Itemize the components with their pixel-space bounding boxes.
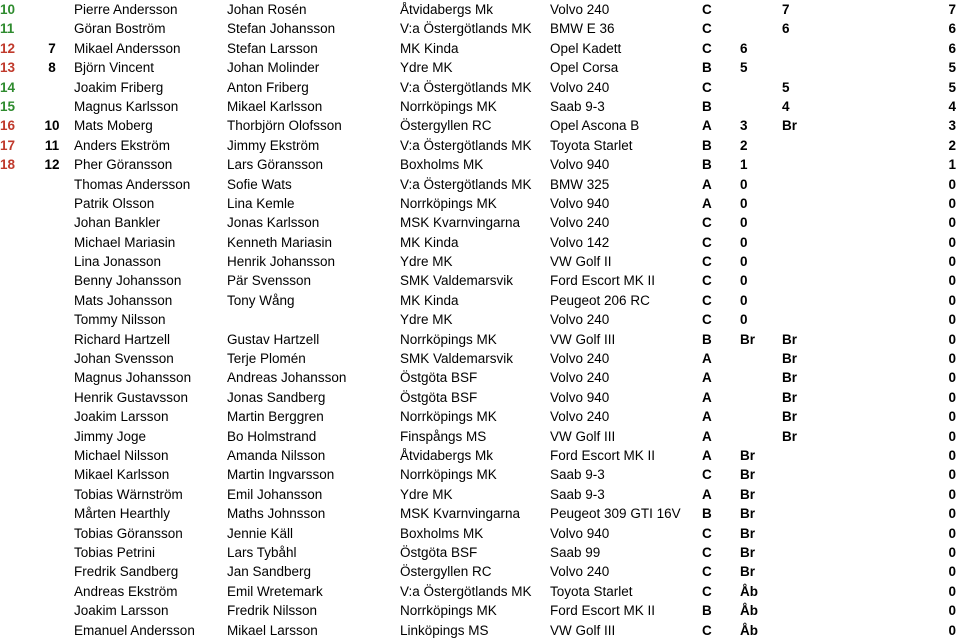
result-col-2-cell: Br [782, 409, 798, 425]
table-row [0, 601, 960, 620]
driver-cell: Tobias Göransson [74, 525, 183, 541]
result-col-2-cell: 6 [782, 21, 790, 37]
club-cell: Boxholms MK [400, 157, 484, 173]
class-cell: C [702, 40, 712, 56]
class-cell: B [702, 157, 712, 173]
car-cell: Ford Escort MK II [550, 273, 656, 289]
table-row [0, 543, 960, 562]
result-col-1-cell: 0 [740, 312, 748, 328]
car-cell: Volvo 940 [550, 157, 610, 173]
position-cell: 11 [0, 21, 15, 37]
class-cell: C [702, 79, 712, 95]
car-cell: Volvo 240 [550, 564, 610, 580]
driver-cell: Lina Jonasson [74, 254, 162, 270]
car-cell: Volvo 240 [550, 79, 610, 95]
club-cell: Östgöta BSF [400, 389, 478, 405]
codriver-cell: Emil Johansson [227, 486, 323, 502]
table-row [0, 330, 960, 349]
class-cell: C [702, 312, 712, 328]
codriver-cell: Bo Holmstrand [227, 428, 317, 444]
car-cell: Opel Corsa [550, 60, 619, 76]
table-row [0, 213, 960, 232]
codriver-cell: Thorbjörn Olofsson [227, 118, 342, 134]
result-col-2-cell: 4 [782, 98, 790, 114]
class-cell: C [702, 467, 712, 483]
class-cell: C [702, 622, 712, 638]
points-cell: 0 [948, 583, 956, 599]
table-row [0, 582, 960, 601]
car-cell: BMW 325 [550, 176, 610, 192]
club-cell: MSK Kvarnvingarna [400, 215, 521, 231]
table-row [0, 562, 960, 581]
driver-cell: Joakim Friberg [74, 79, 164, 95]
class-cell: C [702, 234, 712, 250]
points-cell: 0 [948, 467, 956, 483]
points-cell: 0 [948, 370, 956, 386]
table-row [0, 58, 960, 77]
club-cell: Östgöta BSF [400, 544, 478, 560]
codriver-cell: Gustav Hartzell [227, 331, 320, 347]
car-cell: Volvo 240 [550, 2, 610, 17]
result-col-1-cell: Br [740, 447, 756, 463]
codriver-cell: Kenneth Mariasin [227, 234, 333, 250]
class-cell: A [702, 351, 712, 367]
result-col-2-cell: Br [782, 428, 798, 444]
class-cell: C [702, 583, 712, 599]
driver-cell: Tobias Petrini [74, 544, 156, 560]
driver-cell: Göran Boström [74, 21, 166, 37]
table-row [0, 388, 960, 407]
club-cell: Linköpings MS [400, 622, 489, 638]
points-cell: 0 [948, 564, 956, 580]
table-row [0, 310, 960, 329]
table-row [0, 0, 960, 19]
table-row [0, 368, 960, 387]
table-row [0, 252, 960, 271]
start-number-cell: 12 [44, 157, 60, 173]
points-cell: 6 [948, 40, 956, 56]
club-cell: Norrköpings MK [400, 409, 497, 425]
points-cell: 7 [948, 2, 956, 17]
position-cell: 12 [0, 40, 16, 56]
result-col-2-cell: 7 [782, 2, 790, 17]
class-cell: A [702, 195, 712, 211]
club-cell: MK Kinda [400, 40, 459, 56]
car-cell: Volvo 940 [550, 389, 610, 405]
club-cell: Norrköpings MK [400, 195, 497, 211]
class-cell: C [702, 254, 712, 270]
codriver-cell: Andreas Johansson [227, 370, 347, 386]
codriver-cell: Martin Ingvarsson [227, 467, 335, 483]
car-cell: VW Golf III [550, 428, 616, 444]
driver-cell: Mats Moberg [74, 118, 153, 134]
club-cell: V:a Östergötlands MK [400, 583, 532, 599]
result-col-1-cell: Br [740, 467, 756, 483]
table-row [0, 78, 960, 97]
codriver-cell: Lina Kemle [227, 195, 295, 211]
points-cell: 0 [948, 389, 956, 405]
result-col-1-cell: Br [740, 331, 756, 347]
start-number-cell: 8 [48, 60, 56, 76]
result-col-1-cell: 0 [740, 195, 748, 211]
driver-cell: Magnus Johansson [74, 370, 192, 386]
points-cell: 0 [948, 292, 956, 308]
position-cell: 10 [0, 2, 16, 17]
class-cell: C [702, 2, 712, 17]
points-cell: 4 [948, 98, 956, 114]
codriver-cell: Anton Friberg [227, 79, 309, 95]
codriver-cell: Henrik Johansson [227, 254, 336, 270]
result-col-2-cell: 5 [782, 79, 790, 95]
car-cell: Volvo 240 [550, 409, 610, 425]
class-cell: A [702, 447, 712, 463]
result-col-1-cell: 0 [740, 234, 748, 250]
points-cell: 0 [948, 195, 956, 211]
club-cell: Östergyllen RC [400, 564, 492, 580]
table-row [0, 19, 960, 38]
driver-cell: Michael Mariasin [74, 234, 176, 250]
driver-cell: Jimmy Joge [74, 428, 147, 444]
club-cell: V:a Östergötlands MK [400, 79, 532, 95]
driver-cell: Joakim Larsson [74, 603, 169, 619]
car-cell: Opel Kadett [550, 40, 622, 56]
class-cell: A [702, 176, 712, 192]
class-cell: B [702, 60, 712, 76]
driver-cell: Emanuel Andersson [74, 622, 195, 638]
table-row [0, 136, 960, 155]
table-row [0, 155, 960, 174]
points-cell: 0 [948, 525, 956, 541]
driver-cell: Patrik Olsson [74, 195, 155, 211]
result-col-2-cell: Br [782, 389, 798, 405]
codriver-cell: Maths Johnsson [227, 506, 326, 522]
result-col-1-cell: Br [740, 486, 756, 502]
result-col-1-cell: Br [740, 506, 756, 522]
points-cell: 3 [948, 118, 956, 134]
result-col-1-cell: Åb [740, 603, 758, 619]
driver-cell: Mats Johansson [74, 292, 173, 308]
table-row [0, 427, 960, 446]
car-cell: Peugeot 309 GTI 16V [550, 506, 681, 522]
codriver-cell: Lars Tybåhl [227, 544, 297, 560]
car-cell: VW Golf III [550, 622, 616, 638]
class-cell: C [702, 544, 712, 560]
club-cell: Finspångs MS [400, 428, 487, 444]
points-cell: 5 [948, 79, 956, 95]
table-row [0, 465, 960, 484]
club-cell: Norrköpings MK [400, 467, 497, 483]
start-number-cell: 11 [44, 137, 60, 153]
table-row [0, 194, 960, 213]
driver-cell: Björn Vincent [74, 60, 155, 76]
car-cell: Saab 9-3 [550, 486, 605, 502]
table-row [0, 485, 960, 504]
position-cell: 14 [0, 79, 16, 95]
table-row [0, 446, 960, 465]
position-cell: 13 [0, 60, 16, 76]
points-cell: 0 [948, 506, 956, 522]
class-cell: A [702, 486, 712, 502]
codriver-cell: Fredrik Nilsson [227, 603, 318, 619]
driver-cell: Michael Nilsson [74, 447, 169, 463]
car-cell: Saab 9-3 [550, 98, 605, 114]
club-cell: Norrköpings MK [400, 331, 497, 347]
driver-cell: Magnus Karlsson [74, 98, 179, 114]
car-cell: Toyota Starlet [550, 137, 633, 153]
class-cell: B [702, 98, 712, 114]
car-cell: Toyota Starlet [550, 583, 633, 599]
driver-cell: Anders Ekström [74, 137, 171, 153]
points-cell: 0 [948, 486, 956, 502]
codriver-cell: Jonas Sandberg [227, 389, 326, 405]
result-col-1-cell: Br [740, 525, 756, 541]
driver-cell: Mikael Andersson [74, 40, 181, 56]
car-cell: Volvo 940 [550, 195, 610, 211]
position-cell: 17 [0, 137, 16, 153]
driver-cell: Tommy Nilsson [74, 312, 166, 328]
table-row [0, 621, 960, 640]
points-cell: 0 [948, 215, 956, 231]
table-row [0, 233, 960, 252]
table-row [0, 97, 960, 116]
class-cell: A [702, 389, 712, 405]
club-cell: Norrköpings MK [400, 603, 497, 619]
result-col-2-cell: Br [782, 331, 798, 347]
class-cell: C [702, 564, 712, 580]
class-cell: C [702, 292, 712, 308]
class-cell: C [702, 21, 712, 37]
class-cell: B [702, 603, 712, 619]
club-cell: V:a Östergötlands MK [400, 176, 532, 192]
car-cell: Ford Escort MK II [550, 447, 656, 463]
points-cell: 0 [948, 312, 956, 328]
points-cell: 0 [948, 428, 956, 444]
codriver-cell: Johan Rosén [227, 2, 307, 17]
car-cell: Peugeot 206 RC [550, 292, 650, 308]
car-cell: Volvo 142 [550, 234, 610, 250]
club-cell: MSK Kvarnvingarna [400, 506, 521, 522]
club-cell: Ydre MK [400, 312, 453, 328]
club-cell: MK Kinda [400, 234, 459, 250]
result-col-1-cell: Åb [740, 583, 758, 599]
driver-cell: Henrik Gustavsson [74, 389, 189, 405]
driver-cell: Fredrik Sandberg [74, 564, 179, 580]
points-cell: 0 [948, 447, 956, 463]
result-col-1-cell: 0 [740, 273, 748, 289]
result-col-1-cell: 0 [740, 215, 748, 231]
driver-cell: Pierre Andersson [74, 2, 178, 17]
driver-cell: Richard Hartzell [74, 331, 171, 347]
driver-cell: Johan Bankler [74, 215, 161, 231]
driver-cell: Pher Göransson [74, 157, 173, 173]
car-cell: VW Golf II [550, 254, 612, 270]
driver-cell: Mikael Karlsson [74, 467, 170, 483]
codriver-cell: Stefan Larsson [227, 40, 318, 56]
table-row [0, 524, 960, 543]
car-cell: Ford Escort MK II [550, 603, 656, 619]
class-cell: C [702, 215, 712, 231]
result-col-1-cell: Br [740, 544, 756, 560]
points-cell: 0 [948, 176, 956, 192]
codriver-cell: Stefan Johansson [227, 21, 336, 37]
points-cell: 0 [948, 351, 956, 367]
codriver-cell: Martin Berggren [227, 409, 324, 425]
club-cell: Ydre MK [400, 60, 453, 76]
car-cell: BMW E 36 [550, 21, 615, 37]
result-col-1-cell: 2 [740, 137, 748, 153]
codriver-cell: Jennie Käll [227, 525, 294, 541]
driver-cell: Mårten Hearthly [74, 506, 171, 522]
class-cell: B [702, 137, 712, 153]
club-cell: Östgöta BSF [400, 370, 478, 386]
points-cell: 0 [948, 544, 956, 560]
class-cell: A [702, 370, 712, 386]
car-cell: Volvo 940 [550, 525, 610, 541]
driver-cell: Johan Svensson [74, 351, 174, 367]
club-cell: SMK Valdemarsvik [400, 273, 514, 289]
result-col-1-cell: 0 [740, 176, 748, 192]
points-cell: 6 [948, 21, 956, 37]
club-cell: SMK Valdemarsvik [400, 351, 514, 367]
result-col-1-cell: 3 [740, 118, 748, 134]
car-cell: Volvo 240 [550, 370, 610, 386]
codriver-cell: Johan Molinder [227, 60, 320, 76]
table-row [0, 271, 960, 290]
start-number-cell: 10 [44, 118, 60, 134]
driver-cell: Tobias Wärnström [74, 486, 183, 502]
class-cell: B [702, 331, 712, 347]
driver-cell: Joakim Larsson [74, 409, 169, 425]
result-col-1-cell: 6 [740, 40, 748, 56]
car-cell: Volvo 240 [550, 351, 610, 367]
points-cell: 0 [948, 234, 956, 250]
result-col-1-cell: Br [740, 564, 756, 580]
codriver-cell: Jonas Karlsson [227, 215, 320, 231]
points-cell: 5 [948, 60, 956, 76]
driver-cell: Benny Johansson [74, 273, 182, 289]
club-cell: V:a Östergötlands MK [400, 21, 532, 37]
points-cell: 0 [948, 273, 956, 289]
codriver-cell: Emil Wretemark [227, 583, 323, 599]
points-cell: 0 [948, 331, 956, 347]
points-cell: 2 [948, 137, 956, 153]
club-cell: MK Kinda [400, 292, 459, 308]
car-cell: Opel Ascona B [550, 118, 640, 134]
codriver-cell: Amanda Nilsson [227, 447, 326, 463]
club-cell: Ydre MK [400, 254, 453, 270]
car-cell: VW Golf III [550, 331, 616, 347]
start-number-cell: 7 [48, 40, 56, 56]
points-cell: 0 [948, 254, 956, 270]
car-cell: Volvo 240 [550, 312, 610, 328]
result-col-1-cell: 0 [740, 292, 748, 308]
club-cell: Boxholms MK [400, 525, 484, 541]
table-row [0, 175, 960, 194]
club-cell: V:a Östergötlands MK [400, 137, 532, 153]
points-cell: 1 [948, 157, 956, 173]
codriver-cell: Sofie Wats [227, 176, 292, 192]
result-col-1-cell: 0 [740, 254, 748, 270]
points-cell: 0 [948, 622, 956, 638]
driver-cell: Thomas Andersson [74, 176, 191, 192]
position-cell: 18 [0, 157, 16, 173]
club-cell: Östergyllen RC [400, 118, 492, 134]
class-cell: A [702, 428, 712, 444]
club-cell: Ydre MK [400, 486, 453, 502]
codriver-cell: Tony Wång [227, 292, 295, 308]
codriver-cell: Jimmy Ekström [227, 137, 320, 153]
result-col-2-cell: Br [782, 118, 798, 134]
class-cell: C [702, 525, 712, 541]
codriver-cell: Pär Svensson [227, 273, 312, 289]
table-row [0, 116, 960, 135]
codriver-cell: Jan Sandberg [227, 564, 312, 580]
table-row [0, 291, 960, 310]
position-cell: 15 [0, 98, 16, 114]
class-cell: C [702, 273, 712, 289]
result-col-1-cell: Åb [740, 622, 758, 638]
result-col-2-cell: Br [782, 351, 798, 367]
codriver-cell: Terje Plomén [227, 351, 306, 367]
car-cell: Saab 9-3 [550, 467, 605, 483]
club-cell: Norrköpings MK [400, 98, 497, 114]
car-cell: Saab 99 [550, 544, 601, 560]
result-col-1-cell: 5 [740, 60, 748, 76]
codriver-cell: Mikael Larsson [227, 622, 318, 638]
points-cell: 0 [948, 603, 956, 619]
club-cell: Åtvidabergs Mk [400, 447, 494, 463]
points-cell: 0 [948, 409, 956, 425]
club-cell: Åtvidabergs Mk [400, 2, 494, 17]
codriver-cell: Mikael Karlsson [227, 98, 323, 114]
class-cell: A [702, 409, 712, 425]
result-col-1-cell: 1 [740, 157, 748, 173]
table-row [0, 39, 960, 58]
car-cell: Volvo 240 [550, 215, 610, 231]
table-row [0, 504, 960, 523]
class-cell: B [702, 506, 712, 522]
table-row [0, 407, 960, 426]
driver-cell: Andreas Ekström [74, 583, 178, 599]
table-row [0, 349, 960, 368]
class-cell: A [702, 118, 712, 134]
position-cell: 16 [0, 118, 16, 134]
result-col-2-cell: Br [782, 370, 798, 386]
codriver-cell: Lars Göransson [227, 157, 324, 173]
